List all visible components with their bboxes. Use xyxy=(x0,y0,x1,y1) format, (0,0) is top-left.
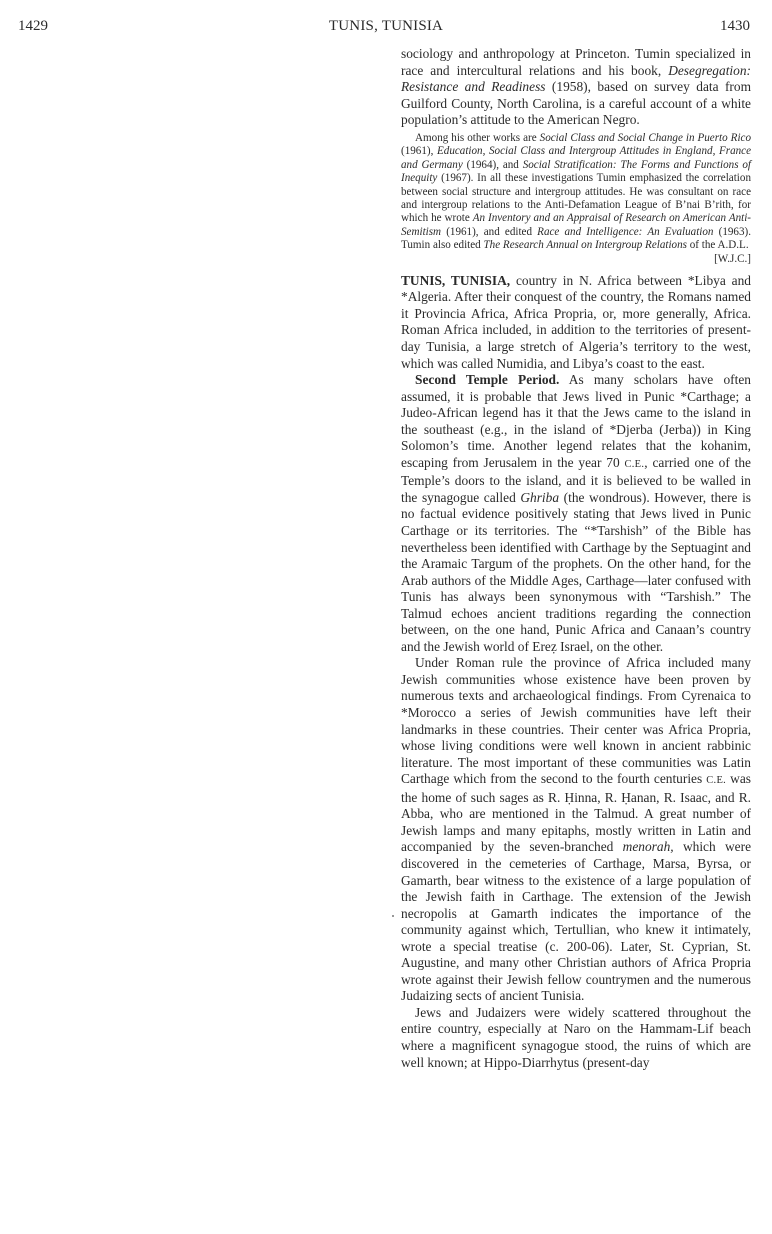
entry-intro-paragraph xyxy=(401,273,751,372)
text-run: was the home of such sages as R. Ḥinna, R. Ḥanan, R. Isaac, and R. Abba, who are mentioned in the Talmud. A great number of Jewish lamps and many epitaphs, mostly written in Latin and accompanied by the seven-branched xyxy=(401,771,751,855)
text-run: of the A.D.L. xyxy=(686,239,749,252)
section-paragraph xyxy=(401,372,751,655)
previous-entry-works-paragraph xyxy=(401,131,752,265)
judaizers-paragraph xyxy=(401,1005,751,1071)
author-signature: [W.J.C.] xyxy=(714,252,751,265)
book-title: Race and Intelligence: An Evaluation xyxy=(537,225,714,238)
book-title: Desegregation: Resistance and Readiness xyxy=(401,62,751,95)
running-title: TUNIS, TUNISIA xyxy=(328,18,444,34)
text-run: (1961), and edited xyxy=(441,225,538,238)
italic-term: Ghriba xyxy=(520,489,560,505)
text-column xyxy=(401,46,751,1071)
text-run: Among his other works are xyxy=(415,131,540,144)
book-title: Social Stratification: The Forms and Functions of Inequity xyxy=(401,158,751,185)
text-run: country in N. Africa between *Libya and *Algeria. After their conquest of the country, the Romans named it Provincia Africa, Africa Propria, or, more generally, Africa. Roman Africa included, in addition to the territories of present-day Tunisia, a large stretch of Algeria’s territory to the west, which was called Numidia, and Libya’s coast to the east. xyxy=(401,272,751,371)
italic-term: menorah, xyxy=(622,839,674,855)
previous-entry-paragraph xyxy=(401,46,751,129)
text-run: As many scholars have often assumed, it is probable that Jews lived in Punic *Carthage; a Judeo-African legend has it that the Jews came to the island in the southeast (e.g., in the island of *Djerba (Jerba)) in King Solomon’s time. Another legend relates that the kohanim, escaping from Jerusalem in the year 70 xyxy=(401,372,751,470)
text-run: sociology and anthropology at Princeton. Tumin specialized in race and intercultural relations and his book, xyxy=(401,46,751,78)
text-run: (1961), xyxy=(401,145,437,158)
text-run: (1967). In all these investigations Tumin emphasized the correlation between social structure and intergroup attitudes. He was consultant on race and intergroup relations to the Anti-Defamation League of B’nai B’rith, for which he wrote xyxy=(401,172,751,225)
roman-rule-paragraph xyxy=(401,655,751,1004)
entry-headword: TUNIS, TUNISIA, xyxy=(401,272,511,288)
text-run: Jews and Judaizers were widely scattered throughout the entire country, especially at Naro on the Hammam-Lif beach where a magnificent synagogue stood, the ruins of which are well known; at Hippo-Diarrhytus (present-day xyxy=(401,1004,751,1070)
book-title: An Inventory and an Appraisal of Research on American Anti-Semitism xyxy=(401,212,751,238)
page-number-right: 1430 xyxy=(720,18,750,34)
book-title: The Research Annual on Intergroup Relations xyxy=(483,239,687,252)
section-heading: Second Temple Period. xyxy=(415,372,560,388)
text-run: Under Roman rule the province of Africa included many Jewish communities whose existence have been proven by numerous texts and archaeological findings. From Cyrenaica to *Morocco a series of Jewish communities have left their landmarks in these countries. Their center was Africa Propria, whose living conditions were well known in ancient rabbinic literature. The most important of these communities was Latin Carthage which from the second to the fourth centuries xyxy=(401,655,751,787)
text-run: (1964), and xyxy=(462,158,523,171)
page-header xyxy=(0,14,772,36)
book-title: Social Class and Social Change in Puerto Rico xyxy=(539,131,751,144)
page-number-left: 1429 xyxy=(18,18,48,34)
text-run: which were discovered in the cemeteries of Carthage, Marsa, Byrsa, or Gamarth, bear witness to the existence of a large population of the Jewish faith in Carthage. The extension of the Jewish necropolis at Gamarth indicates the importance of the community against which, Tertullian, who knew it intimately, wrote a special treatise (c. 200-06). Later, St. Cyprian, St. Augustine, and many other Christian authors of Africa Propria wrote against their Jewish fellow countrymen and the numerous Judaizing sects of ancient Tunisia. xyxy=(401,839,752,1004)
text-run: , carried one of the Temple’s doors to the island, and it is believed to be walled in the synagogue called xyxy=(401,454,751,505)
text-run: (1963). Tumin also edited xyxy=(401,225,751,252)
era-abbreviation: C.E. xyxy=(706,775,727,787)
text-run: (the wondrous). However, there is no factual evidence positively stating that Jews lived in Punic Carthage or its territories. The “*Tarshish” of the Bible has nevertheless been identified with Carthage by the Septuagint and the Aramaic Targum of the prophets. On the other hand, for the Arab authors of the Middle Ages, Carthage—later confused with Tunis has always been synonymous with “Tarshish.” The Talmud echoes ancient traditions regarding the connection between, on the one hand, Punic Africa and Canaan’s country and the Jewish world of Ereẓ Israel, on the other. xyxy=(401,489,752,654)
scan-speck xyxy=(392,915,394,917)
era-abbreviation: C.E. xyxy=(624,458,645,470)
text-run: (1958), based on survey data from Guilford County, North Carolina, is a careful account of a white population’s attitude to the American Negro. xyxy=(401,79,752,128)
book-title: Education, Social Class and Intergroup Attitudes in England, France and Germany xyxy=(401,145,752,171)
